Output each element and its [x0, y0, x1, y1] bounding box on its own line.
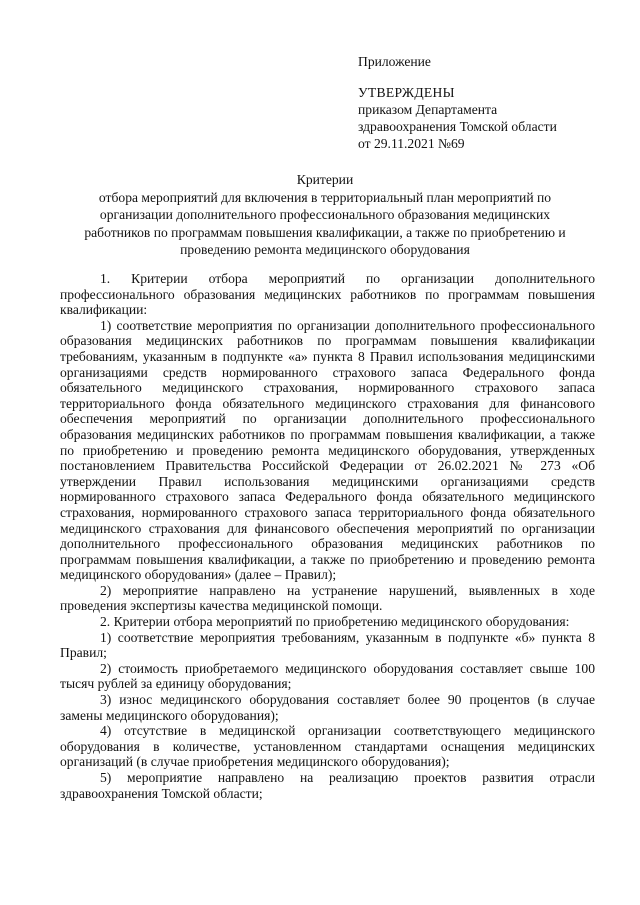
appendix-label: Приложение — [358, 54, 431, 69]
date-line: от 29.11.2021 №69 — [358, 136, 465, 151]
paragraph-2-item-3: 3) износ медицинского оборудования составляет более 90 процентов (в случае замены медицинского оборудования); — [60, 692, 595, 723]
paragraph-2-item-5: 5) мероприятие направлено на реализацию проектов развития отрасли здравоохранения Томской области; — [60, 770, 595, 801]
paragraph-1-item-1: 1) соответствие мероприятия по организации дополнительного профессионального образования медицинских работников по программам повышения квалификации требованиям, указанным в подпункте «а» пункта 8 Правил использования медицинскими организациями средств нормированного страхового запаса Федерального фонда обязательного медицинского страхования, нормированного страхового запаса территориального фонда обязательного медицинского страхования для финансового обеспечения мероприятий по организации дополнительного профессионального образования медицинских работников по программам повышения квалификации, а также по приобретению и проведению ремонта медицинского оборудования, утвержденных постановлением Правительства Российской Федерации от 26.02.2021 № 273 «Об утверждении Правил использования медицинскими организациями средств нормированного страхового запаса Федерального фонда обязательного медицинского страхования, нормированного страхового запаса территориального фонда обязательного медицинского страхования для финансового обеспечения мероприятий по организации дополнительного профессионального образования медицинских работников по программам повышения квалификации, а также по приобретению и проведению ремонта медицинского оборудования» (далее – Правил); — [60, 317, 595, 583]
document-title — [60, 171, 590, 259]
approved-label: УТВЕРЖДЕНЫ — [358, 85, 455, 100]
paragraph-1-item-2: 2) мероприятие направлено на устранение нарушений, выявленных в ходе проведения экспертизы качества медицинской помощи. — [60, 582, 595, 614]
department-line: здравоохранения Томской области — [358, 119, 557, 134]
document-body — [60, 271, 595, 801]
title-line: отбора мероприятий для включения в территориальный план мероприятий по — [98, 189, 552, 205]
title-line: проведению ремонта медицинского оборудования — [180, 242, 470, 257]
paragraph-2-item-4: 4) отсутствие в медицинской организации соответствующего медицинского оборудования в количестве, установленном стандартами оснащения медицинских организаций (в случае приобретения медицинского оборудования); — [60, 723, 595, 770]
paragraph-2-item-1: 1) соответствие мероприятия требованиям, указанным в подпункте «б» пункта 8 Правил; — [60, 629, 595, 661]
paragraph-1: 1. Критерии отбора мероприятий по организации дополнительного профессионального образования медицинских работников по программам повышения квалификации: — [60, 271, 595, 318]
paragraph-2: 2. Критерии отбора мероприятий по приобретению медицинского оборудования: — [100, 614, 570, 630]
paragraph-2-item-2: 2) стоимость приобретаемого медицинского оборудования составляет свыше 100 тысяч рублей за единицу оборудования; — [60, 660, 595, 692]
title-heading: Критерии — [296, 172, 354, 187]
order-line: приказом Департамента — [358, 102, 498, 117]
approval-block — [358, 53, 557, 152]
title-line: организации дополнительного профессионального образования медицинских — [99, 207, 551, 222]
title-line: работников по программам повышения квалификации, а также по приобретению и — [84, 224, 566, 240]
